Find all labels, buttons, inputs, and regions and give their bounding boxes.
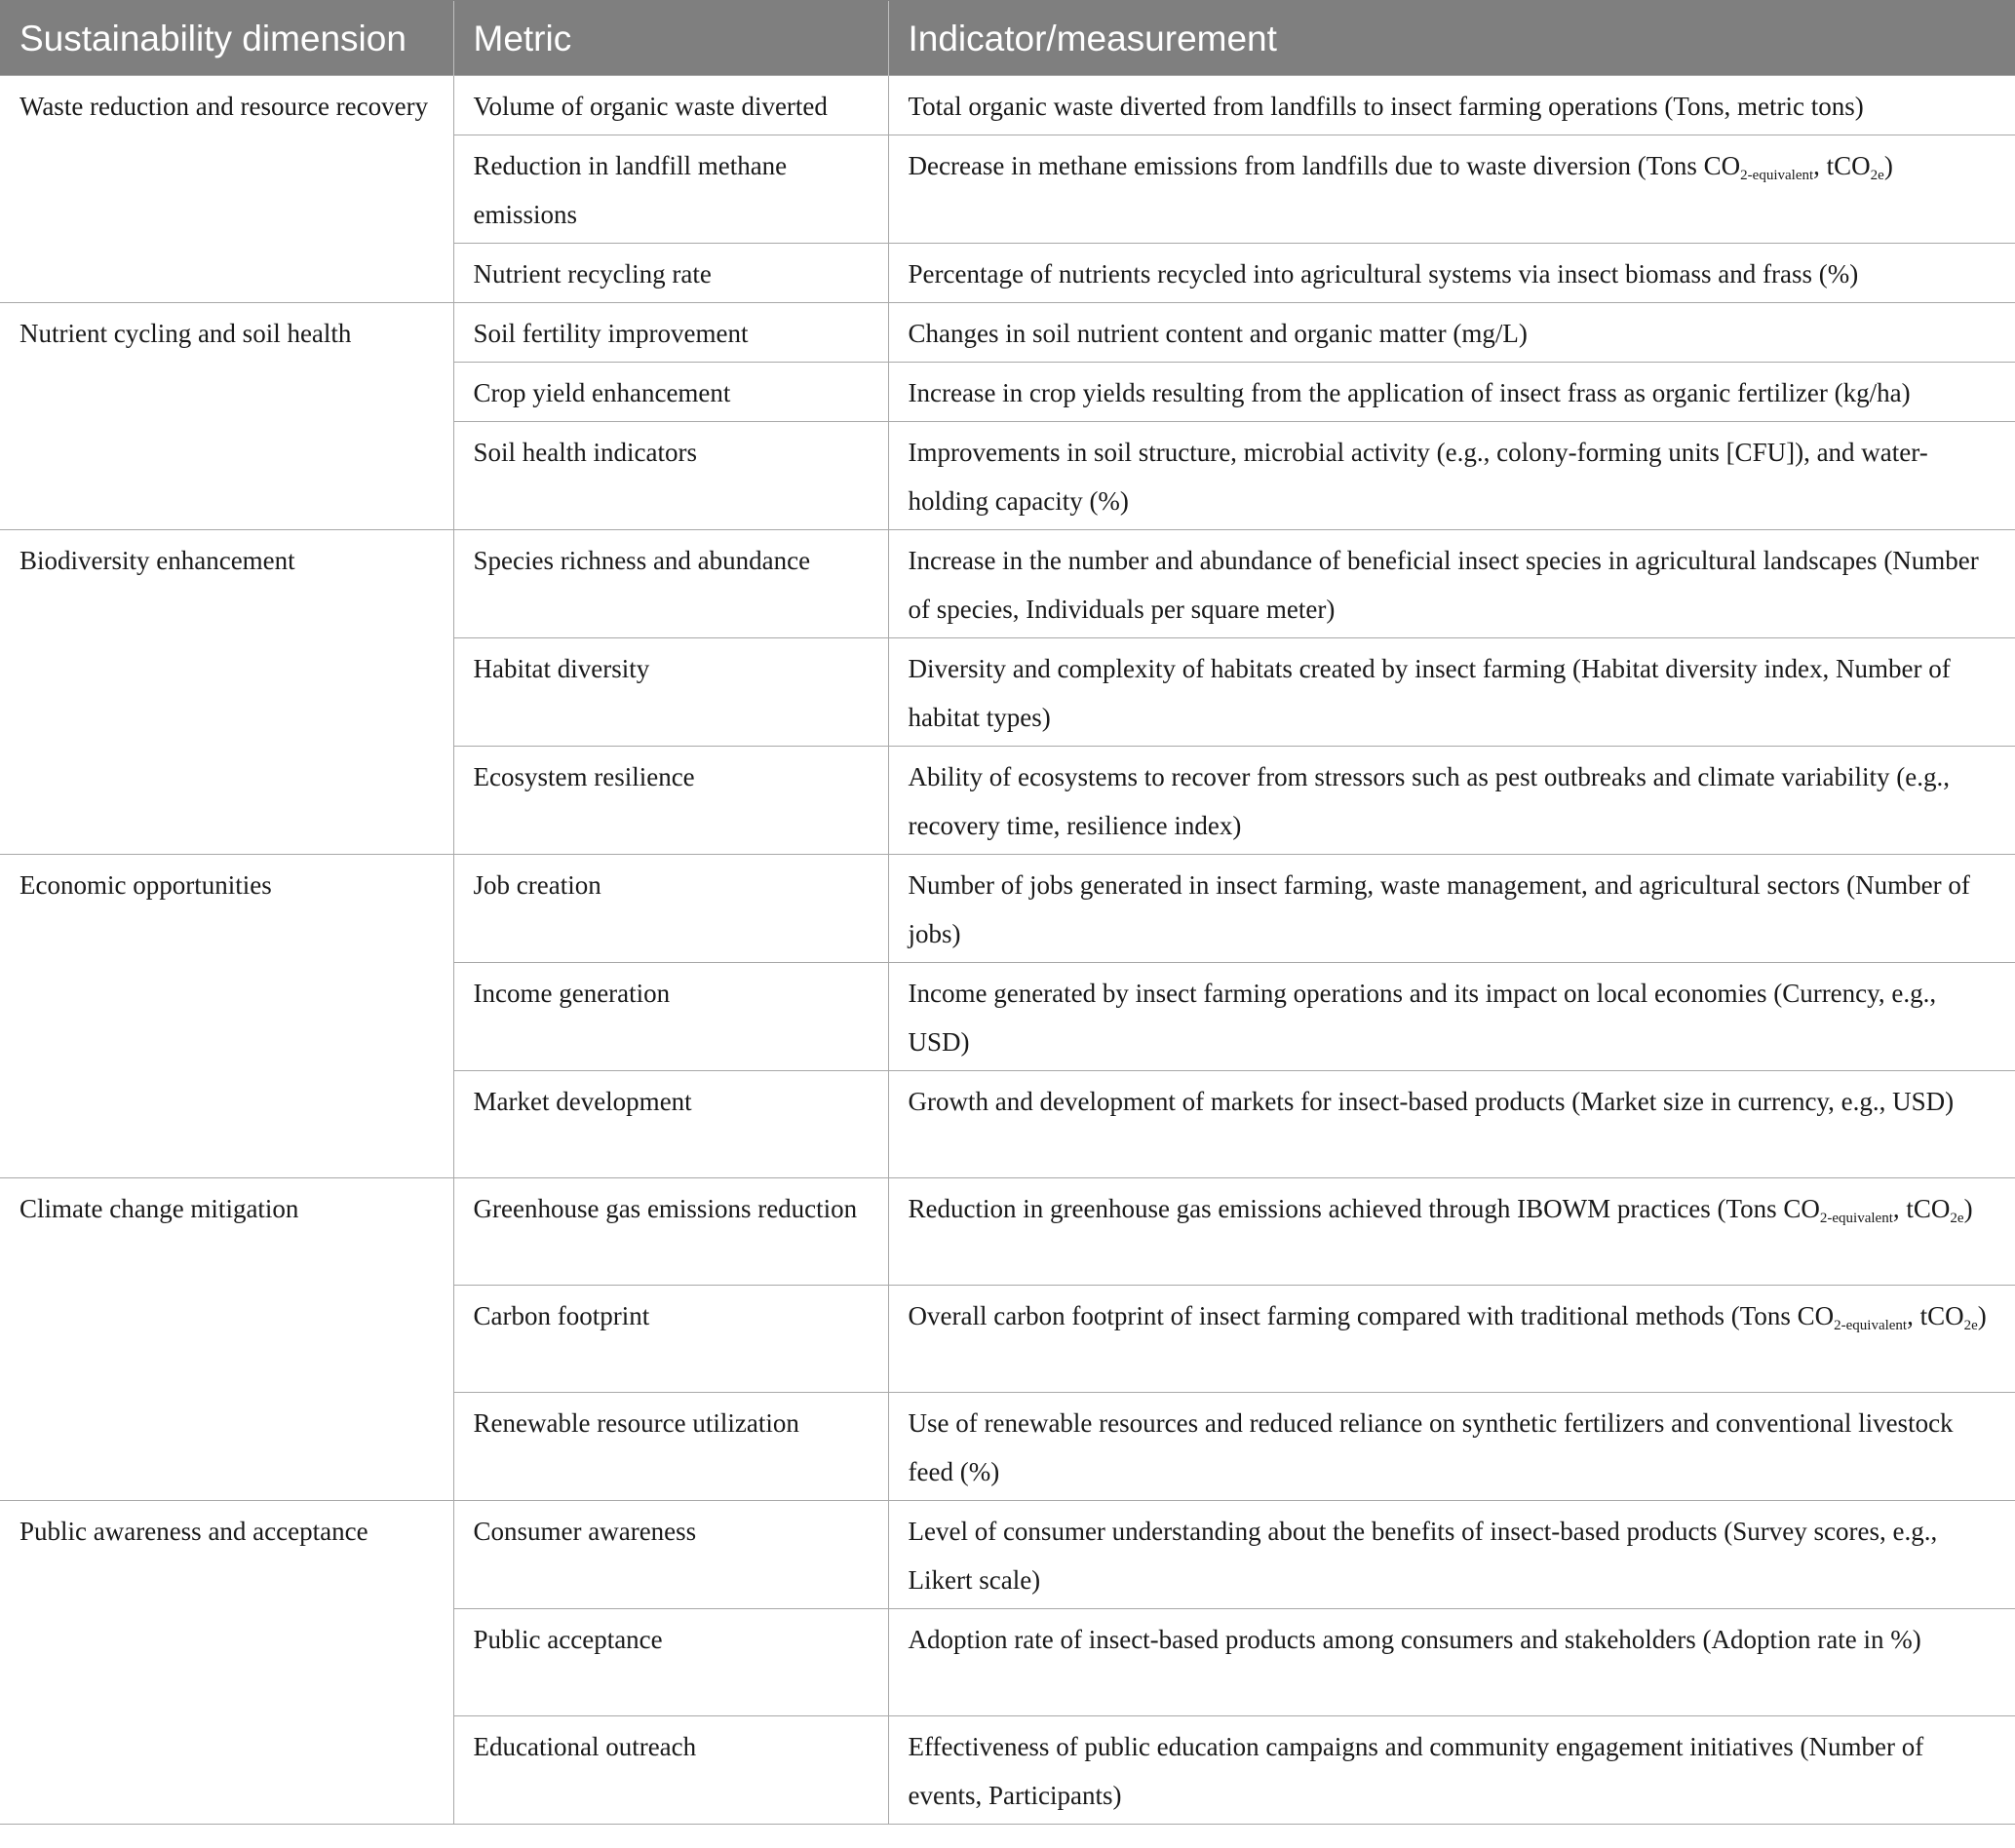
metric-cell: Reduction in landfill methane emissions [453,135,888,244]
metric-cell: Consumer awareness [453,1501,888,1609]
metric-cell: Nutrient recycling rate [453,244,888,303]
indicator-cell: Decrease in methane emissions from landfills due to waste diversion (Tons $CO_{2-equivalent}$, tCO$_{2e}$) [888,135,2015,244]
metric-cell: Volume of organic waste diverted [453,76,888,135]
table-row [0,855,2015,963]
metric-cell: Species richness and abundance [453,530,888,638]
metric-cell: Carbon footprint [453,1286,888,1393]
table-row [0,76,2015,135]
metric-cell: Soil health indicators [453,422,888,530]
metric-cell: Ecosystem resilience [453,747,888,855]
dimension-cell: Climate change mitigation [0,1178,453,1501]
table-body [0,76,2015,1825]
table-row [0,530,2015,638]
indicator-cell: Improvements in soil structure, microbial activity (e.g., colony-forming units [CFU]), and water-holding capacity (%) [888,422,2015,530]
metric-cell: Renewable resource utilization [453,1393,888,1501]
header-sustainability-dimension: Sustainability dimension [0,1,453,76]
dimension-cell: Nutrient cycling and soil health [0,303,453,530]
indicator-cell: Level of consumer understanding about the benefits of insect-based products (Survey scores, e.g., Likert scale) [888,1501,2015,1609]
indicator-cell: Percentage of nutrients recycled into agricultural systems via insect biomass and frass (%) [888,244,2015,303]
metric-cell: Habitat diversity [453,638,888,747]
indicator-cell: Changes in soil nutrient content and organic matter (mg/L) [888,303,2015,363]
metric-cell: Income generation [453,963,888,1071]
indicator-cell: Ability of ecosystems to recover from stressors such as pest outbreaks and climate variability (e.g., recovery time, resilience index) [888,747,2015,855]
indicator-cell: Increase in the number and abundance of beneficial insect species in agricultural landscapes (Number of species, Individuals per square meter) [888,530,2015,638]
dimension-cell: Economic opportunities [0,855,453,1178]
indicator-cell: Adoption rate of insect-based products among consumers and stakeholders (Adoption rate in %) [888,1609,2015,1716]
table-row [0,1501,2015,1609]
indicator-cell: Effectiveness of public education campaigns and community engagement initiatives (Number of events, Participants) [888,1716,2015,1825]
metric-cell: Crop yield enhancement [453,363,888,422]
metric-cell: Job creation [453,855,888,963]
header-metric: Metric [453,1,888,76]
indicator-cell: Increase in crop yields resulting from the application of insect frass as organic fertilizer (kg/ha) [888,363,2015,422]
indicator-cell: Number of jobs generated in insect farming, waste management, and agricultural sectors (Number of jobs) [888,855,2015,963]
indicator-cell: Growth and development of markets for insect-based products (Market size in currency, e.g., USD) [888,1071,2015,1178]
metric-cell: Soil fertility improvement [453,303,888,363]
dimension-cell: Waste reduction and resource recovery [0,76,453,303]
indicator-cell: Total organic waste diverted from landfills to insect farming operations (Tons, metric tons) [888,76,2015,135]
dimension-cell: Public awareness and acceptance [0,1501,453,1825]
table-row [0,303,2015,363]
indicator-cell: Reduction in greenhouse gas emissions achieved through IBOWM practices (Tons $CO_{2-equivalent}$, tCO$_{2e}$) [888,1178,2015,1286]
metric-cell: Market development [453,1071,888,1178]
header-indicator-measurement: Indicator/measurement [888,1,2015,76]
header-row [0,1,2015,76]
indicator-cell: Income generated by insect farming operations and its impact on local economies (Currency, e.g., USD) [888,963,2015,1071]
metric-cell: Greenhouse gas emissions reduction [453,1178,888,1286]
metric-cell: Educational outreach [453,1716,888,1825]
indicator-cell: Overall carbon footprint of insect farming compared with traditional methods (Tons $CO_{2-equivalent}$, tCO$_{2e}$) [888,1286,2015,1393]
indicator-cell: Use of renewable resources and reduced reliance on synthetic fertilizers and conventional livestock feed (%) [888,1393,2015,1501]
metric-cell: Public acceptance [453,1609,888,1716]
dimension-cell: Biodiversity enhancement [0,530,453,855]
table-header [0,1,2015,76]
indicator-cell: Diversity and complexity of habitats created by insect farming (Habitat diversity index, Number of habitat types) [888,638,2015,747]
table-row [0,1178,2015,1286]
